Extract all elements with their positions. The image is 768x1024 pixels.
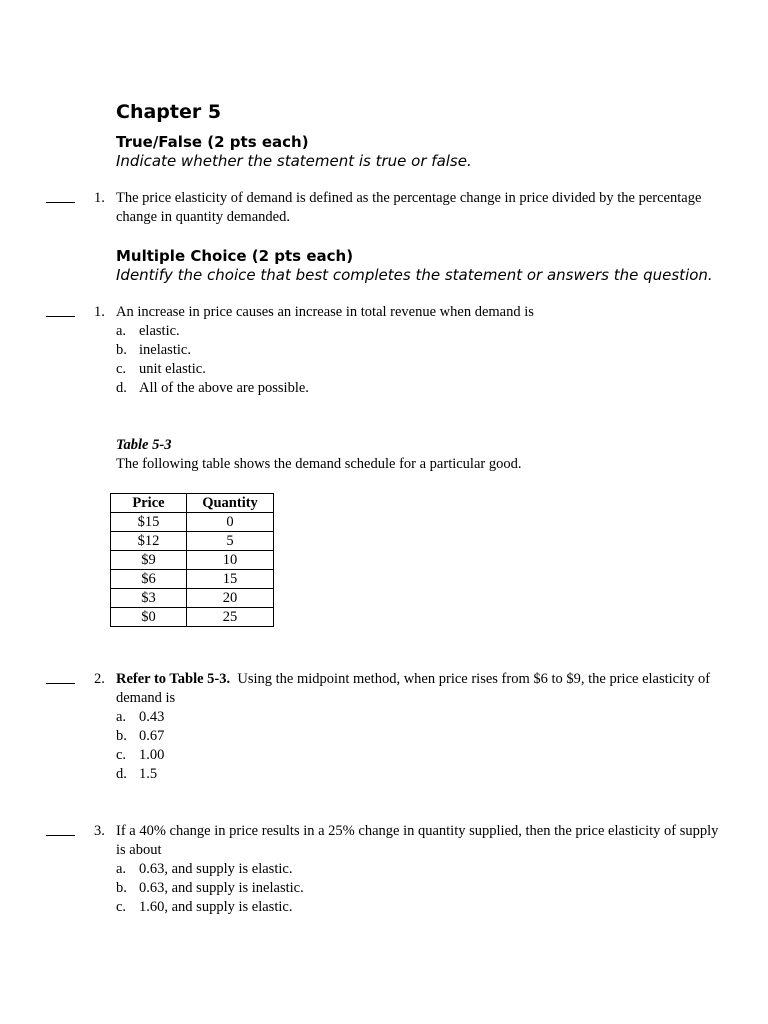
choice-a[interactable] <box>116 322 724 341</box>
choice-letter: a. <box>116 323 127 339</box>
table-row <box>111 532 274 551</box>
choice-text: unit elastic. <box>139 361 206 377</box>
cell-price: $0 <box>111 608 187 627</box>
choice-b[interactable] <box>116 879 724 898</box>
cell-quantity: 5 <box>187 532 274 551</box>
answer-blank[interactable] <box>46 202 75 203</box>
cell-price: $15 <box>111 513 187 532</box>
choice-letter: b. <box>116 342 127 358</box>
choice-letter: b. <box>116 728 127 744</box>
header-quantity: Quantity <box>187 494 274 513</box>
table-title: Table 5-3 <box>116 437 172 453</box>
choice-text: elastic. <box>139 323 180 339</box>
choice-a[interactable] <box>116 708 724 727</box>
question-number: 2. <box>94 671 105 687</box>
multiple-choice-title: Multiple Choice (2 pts each) <box>116 247 354 265</box>
cell-price: $3 <box>111 589 187 608</box>
chapter-title: Chapter 5 <box>116 101 222 123</box>
question-body <box>116 822 724 917</box>
answer-blank[interactable] <box>46 683 75 684</box>
cell-quantity: 15 <box>187 570 274 589</box>
answer-blank[interactable] <box>46 835 75 836</box>
cell-quantity: 0 <box>187 513 274 532</box>
choice-text: All of the above are possible. <box>139 380 309 396</box>
choice-text: 1.5 <box>139 766 158 782</box>
choice-c[interactable] <box>116 746 724 765</box>
demand-schedule-table <box>110 493 274 627</box>
choice-letter: b. <box>116 880 127 896</box>
choice-text: 1.00 <box>139 747 165 763</box>
choice-d[interactable] <box>116 379 724 398</box>
question-stem <box>116 670 724 708</box>
choice-text: 0.67 <box>139 728 165 744</box>
table-row <box>111 570 274 589</box>
cell-price: $12 <box>111 532 187 551</box>
question-text: If a 40% change in price results in a 25% change in quantity supplied, then the price elasticity of supply is about <box>116 823 719 858</box>
question-number: 1. <box>94 190 105 206</box>
question-number: 1. <box>94 304 105 320</box>
cell-price: $9 <box>111 551 187 570</box>
choice-a[interactable] <box>116 860 724 879</box>
choice-text: 0.63, and supply is elastic. <box>139 861 293 877</box>
cell-quantity: 25 <box>187 608 274 627</box>
choice-c[interactable] <box>116 898 724 917</box>
table-row <box>111 589 274 608</box>
cell-quantity: 20 <box>187 589 274 608</box>
choice-text: 0.43 <box>139 709 165 725</box>
choice-b[interactable] <box>116 341 724 360</box>
header-price: Price <box>111 494 187 513</box>
question-text: The price elasticity of demand is defined as the percentage change in price divided by the percentage change in quantity demanded. <box>116 190 702 225</box>
true-false-title: True/False (2 pts each) <box>116 133 309 151</box>
choice-letter: c. <box>116 361 127 377</box>
true-false-instructions: Indicate whether the statement is true or false. <box>116 152 472 170</box>
question-text: An increase in price causes an increase in total revenue when demand is <box>116 304 534 320</box>
choice-letter: c. <box>116 747 127 763</box>
answer-blank[interactable] <box>46 316 75 317</box>
question-body <box>116 303 724 398</box>
choice-letter: a. <box>116 861 127 877</box>
question-text: Using the midpoint method, when price rises from $6 to $9, the price elasticity of demand is <box>116 671 711 706</box>
table-row <box>111 513 274 532</box>
choice-d[interactable] <box>116 765 724 784</box>
table-row <box>111 608 274 627</box>
table-row <box>111 551 274 570</box>
question-body <box>116 670 724 784</box>
table-description: The following table shows the demand schedule for a particular good. <box>116 456 522 472</box>
choice-letter: d. <box>116 766 127 782</box>
choice-b[interactable] <box>116 727 724 746</box>
table-header-row <box>111 494 274 513</box>
choice-letter: d. <box>116 380 127 396</box>
choice-text: 0.63, and supply is inelastic. <box>139 880 304 896</box>
choice-text: 1.60, and supply is elastic. <box>139 899 293 915</box>
question-number: 3. <box>94 823 105 839</box>
table-reference: Refer to Table 5-3. <box>116 671 231 687</box>
choice-c[interactable] <box>116 360 724 379</box>
choice-letter: c. <box>116 899 127 915</box>
choice-text: inelastic. <box>139 342 191 358</box>
cell-price: $6 <box>111 570 187 589</box>
cell-quantity: 10 <box>187 551 274 570</box>
choice-letter: a. <box>116 709 127 725</box>
multiple-choice-instructions: Identify the choice that best completes the statement or answers the question. <box>116 266 713 284</box>
